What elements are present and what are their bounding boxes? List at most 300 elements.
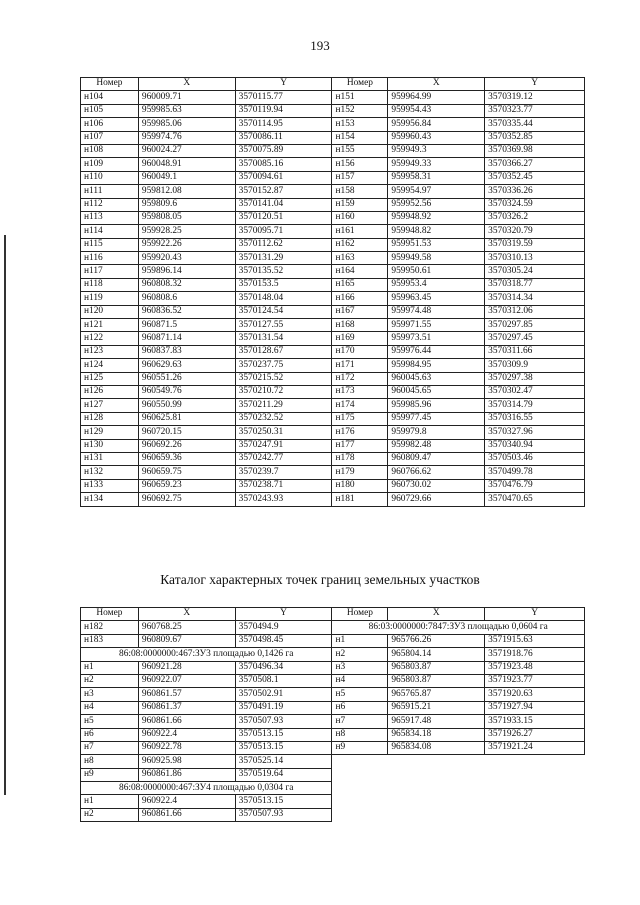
cell-point-number: н174 <box>332 399 388 412</box>
cell-coord-x: 959948.92 <box>388 211 485 224</box>
cell-coord-y: 3571915.63 <box>485 634 585 647</box>
cell-point-number: н131 <box>81 452 139 465</box>
table-row <box>81 171 585 184</box>
cell-coord-x: 959976.44 <box>388 345 485 358</box>
cell-point-number: н167 <box>332 305 388 318</box>
cell-point-number: н152 <box>332 104 388 117</box>
cell-coord-x: 959977.45 <box>388 412 485 425</box>
binding-margin-line <box>4 235 6 795</box>
cell-coord-x: 960729.66 <box>388 493 485 506</box>
cell-coord-x: 959964.99 <box>388 91 485 104</box>
cell-point-number: н118 <box>81 278 139 291</box>
cell-coord-x: 960922.78 <box>138 741 235 754</box>
cell-coord-y: 3570297.45 <box>485 332 585 345</box>
cell-point-number: н163 <box>332 252 388 265</box>
cell-coord-x: 959954.43 <box>388 104 485 117</box>
cell-coord-y: 3570352.45 <box>485 171 585 184</box>
table-row <box>81 634 585 647</box>
cell-coord-x: 959896.14 <box>138 265 235 278</box>
cell-point-number: н104 <box>81 91 139 104</box>
cell-coord-y: 3570498.45 <box>235 634 332 647</box>
cell-coord-x: 959920.43 <box>138 252 235 265</box>
cell-coord-y: 3570250.31 <box>235 426 332 439</box>
cell-coord-x: 959950.61 <box>388 265 485 278</box>
cell-coord-x: 960871.5 <box>138 319 235 332</box>
header-y: Y <box>235 78 332 91</box>
cell-coord-y: 3570311.66 <box>485 345 585 358</box>
cell-coord-x: 959973.51 <box>388 332 485 345</box>
table-row <box>81 158 585 171</box>
cell-coord-y: 3570476.79 <box>485 479 585 492</box>
cell-coord-y: 3570239.7 <box>235 466 332 479</box>
cell-coord-x: 959808.05 <box>138 211 235 224</box>
cell-point-number: н121 <box>81 319 139 332</box>
cell-coord-x: 960659.36 <box>138 452 235 465</box>
header-y: Y <box>485 78 585 91</box>
cell-point-number: н182 <box>81 621 139 634</box>
table-row <box>81 372 585 385</box>
coordinates-table-bottom <box>80 607 585 822</box>
cell-point-number: н177 <box>332 439 388 452</box>
header-y: Y <box>485 608 585 621</box>
cell-point-number: н109 <box>81 158 139 171</box>
cell-coord-x: 960659.75 <box>138 466 235 479</box>
cell-coord-x: 959985.96 <box>388 399 485 412</box>
coordinates-table-top <box>80 77 585 507</box>
table-row <box>81 479 585 492</box>
cell-coord-x: 959928.25 <box>138 225 235 238</box>
cell-coord-x: 959956.84 <box>388 118 485 131</box>
cell-coord-y: 3570305.24 <box>485 265 585 278</box>
table-row <box>81 808 585 821</box>
cell-coord-x: 959949.33 <box>388 158 485 171</box>
cell-coord-y: 3570323.77 <box>485 104 585 117</box>
cell-point-number: н115 <box>81 238 139 251</box>
cell-point-number: н125 <box>81 372 139 385</box>
cell-point-number: н9 <box>332 741 388 754</box>
table-row <box>81 144 585 157</box>
cell-coord-x: 959985.63 <box>138 104 235 117</box>
cell-coord-x: 960837.83 <box>138 345 235 358</box>
cell-point-number: н159 <box>332 198 388 211</box>
cell-point-number: н3 <box>332 661 388 674</box>
cell-point-number: н162 <box>332 238 388 251</box>
cell-coord-y: 3570324.59 <box>485 198 585 211</box>
cell-point-number: н154 <box>332 131 388 144</box>
cell-coord-x: 959971.55 <box>388 319 485 332</box>
cell-coord-y: 3570513.15 <box>235 741 332 754</box>
cell-coord-x: 965803.87 <box>388 661 485 674</box>
header-number: Номер <box>332 608 388 621</box>
cell-coord-y: 3570496.34 <box>235 661 332 674</box>
cell-coord-y: 3571926.27 <box>485 728 585 741</box>
cell-point-number: н127 <box>81 399 139 412</box>
cell-coord-y: 3570152.87 <box>235 185 332 198</box>
cell-coord-y: 3570119.94 <box>235 104 332 117</box>
cell-coord-y: 3570352.85 <box>485 131 585 144</box>
cell-coord-y: 3570302.47 <box>485 385 585 398</box>
cell-point-number: н113 <box>81 211 139 224</box>
cell-coord-y: 3570148.04 <box>235 292 332 305</box>
cell-coord-x: 960045.63 <box>388 372 485 385</box>
cell-point-number: н8 <box>332 728 388 741</box>
cell-coord-x: 965765.87 <box>388 688 485 701</box>
cell-coord-x: 965803.87 <box>388 674 485 687</box>
cell-coord-y: 3570297.85 <box>485 319 585 332</box>
cell-coord-y: 3570310.13 <box>485 252 585 265</box>
table-row <box>81 104 585 117</box>
empty-cell <box>485 755 585 768</box>
cell-coord-y: 3570114.95 <box>235 118 332 131</box>
cell-point-number: н108 <box>81 144 139 157</box>
cell-coord-x: 959951.53 <box>388 238 485 251</box>
table-row <box>81 118 585 131</box>
cell-point-number: н2 <box>332 648 388 661</box>
cell-point-number: н110 <box>81 171 139 184</box>
cell-coord-y: 3571918.76 <box>485 648 585 661</box>
cell-coord-y: 3570124.54 <box>235 305 332 318</box>
cell-coord-y: 3570094.61 <box>235 171 332 184</box>
cell-coord-y: 3571923.77 <box>485 674 585 687</box>
cell-coord-y: 3570247.91 <box>235 439 332 452</box>
cell-coord-x: 960692.75 <box>138 493 235 506</box>
cell-point-number: н8 <box>81 755 139 768</box>
cell-coord-y: 3570314.34 <box>485 292 585 305</box>
empty-cell <box>485 808 585 821</box>
cell-coord-y: 3570508.1 <box>235 674 332 687</box>
cell-coord-x: 965915.21 <box>388 701 485 714</box>
header-x: X <box>138 78 235 91</box>
cell-coord-x: 959982.48 <box>388 439 485 452</box>
header-x: X <box>388 78 485 91</box>
cell-point-number: н116 <box>81 252 139 265</box>
cell-coord-y: 3570115.77 <box>235 91 332 104</box>
empty-cell <box>388 782 485 795</box>
cell-point-number: н168 <box>332 319 388 332</box>
cell-coord-y: 3570319.12 <box>485 91 585 104</box>
table-row <box>81 332 585 345</box>
cell-point-number: н151 <box>332 91 388 104</box>
cell-point-number: н181 <box>332 493 388 506</box>
table-row <box>81 131 585 144</box>
cell-coord-y: 3570238.71 <box>235 479 332 492</box>
cell-coord-y: 3571933.15 <box>485 715 585 728</box>
cell-coord-x: 960629.63 <box>138 359 235 372</box>
table-row <box>81 701 585 714</box>
cell-coord-y: 3570336.26 <box>485 185 585 198</box>
cell-coord-x: 965834.08 <box>388 741 485 754</box>
cell-point-number: н126 <box>81 385 139 398</box>
cell-point-number: н4 <box>332 674 388 687</box>
cell-coord-y: 3571927.94 <box>485 701 585 714</box>
table-row <box>81 91 585 104</box>
cell-coord-x: 959949.3 <box>388 144 485 157</box>
cell-coord-x: 960836.52 <box>138 305 235 318</box>
cell-point-number: н2 <box>81 808 139 821</box>
cell-point-number: н173 <box>332 385 388 398</box>
cell-point-number: н171 <box>332 359 388 372</box>
cell-coord-y: 3570318.77 <box>485 278 585 291</box>
cell-point-number: н166 <box>332 292 388 305</box>
cell-coord-y: 3570215.52 <box>235 372 332 385</box>
cell-point-number: н117 <box>81 265 139 278</box>
cell-coord-x: 960551.26 <box>138 372 235 385</box>
empty-cell <box>332 768 388 781</box>
cell-point-number: н161 <box>332 225 388 238</box>
cell-coord-x: 959922.26 <box>138 238 235 251</box>
cell-coord-x: 960045.65 <box>388 385 485 398</box>
cell-coord-x: 965834.18 <box>388 728 485 741</box>
cell-coord-x: 960861.57 <box>138 688 235 701</box>
cell-coord-x: 960766.62 <box>388 466 485 479</box>
cell-coord-y: 3570525.14 <box>235 755 332 768</box>
cell-coord-x: 960049.1 <box>138 171 235 184</box>
table-row <box>81 755 585 768</box>
cell-coord-y: 3570086.11 <box>235 131 332 144</box>
cell-point-number: н111 <box>81 185 139 198</box>
table-row <box>81 741 585 754</box>
empty-cell <box>388 808 485 821</box>
table-row <box>81 185 585 198</box>
cell-point-number: н9 <box>81 768 139 781</box>
table-row <box>81 674 585 687</box>
cell-point-number: н183 <box>81 634 139 647</box>
table-row <box>81 621 585 634</box>
table-row <box>81 305 585 318</box>
table-row <box>81 452 585 465</box>
cell-coord-x: 960625.81 <box>138 412 235 425</box>
cell-coord-y: 3570085.16 <box>235 158 332 171</box>
header-number: Номер <box>81 78 139 91</box>
cell-coord-y: 3570366.27 <box>485 158 585 171</box>
cell-coord-y: 3570340.94 <box>485 439 585 452</box>
cell-point-number: н160 <box>332 211 388 224</box>
header-x: X <box>138 608 235 621</box>
cell-point-number: н1 <box>332 634 388 647</box>
cell-coord-x: 960922.4 <box>138 795 235 808</box>
cell-coord-x: 960009.71 <box>138 91 235 104</box>
cell-coord-x: 960808.6 <box>138 292 235 305</box>
header-number: Номер <box>332 78 388 91</box>
cell-coord-y: 3570237.75 <box>235 359 332 372</box>
table-row <box>81 493 585 506</box>
cell-coord-x: 960861.66 <box>138 808 235 821</box>
cell-coord-y: 3570499.78 <box>485 466 585 479</box>
cell-point-number: н179 <box>332 466 388 479</box>
table-row <box>81 715 585 728</box>
cell-coord-x: 959809.6 <box>138 198 235 211</box>
section-label: 86:03:0000000:7847:ЗУ3 площадью 0,0604 га <box>332 621 585 634</box>
cell-point-number: н112 <box>81 198 139 211</box>
cell-coord-x: 960048.91 <box>138 158 235 171</box>
table-row <box>81 278 585 291</box>
empty-cell <box>332 755 388 768</box>
cell-coord-x: 960550.99 <box>138 399 235 412</box>
cell-coord-x: 965766.26 <box>388 634 485 647</box>
table-row <box>81 252 585 265</box>
cell-point-number: н134 <box>81 493 139 506</box>
cell-coord-y: 3570320.79 <box>485 225 585 238</box>
table-row <box>81 385 585 398</box>
cell-point-number: н169 <box>332 332 388 345</box>
cell-point-number: н6 <box>81 728 139 741</box>
table-row <box>81 648 585 661</box>
empty-cell <box>485 768 585 781</box>
cell-coord-y: 3570153.5 <box>235 278 332 291</box>
catalog-title: Каталог характерных точек границ земельных участков <box>160 572 480 587</box>
cell-coord-x: 960925.98 <box>138 755 235 768</box>
cell-point-number: н130 <box>81 439 139 452</box>
cell-coord-y: 3570309.9 <box>485 359 585 372</box>
cell-coord-y: 3570242.77 <box>235 452 332 465</box>
cell-coord-x: 960871.14 <box>138 332 235 345</box>
cell-point-number: н124 <box>81 359 139 372</box>
table-row <box>81 661 585 674</box>
cell-coord-x: 959963.45 <box>388 292 485 305</box>
cell-point-number: н129 <box>81 426 139 439</box>
cell-coord-y: 3570075.89 <box>235 144 332 157</box>
cell-coord-x: 960809.67 <box>138 634 235 647</box>
table-row <box>81 768 585 781</box>
cell-coord-y: 3570312.06 <box>485 305 585 318</box>
cell-point-number: н156 <box>332 158 388 171</box>
header-number: Номер <box>81 608 139 621</box>
cell-coord-x: 959812.08 <box>138 185 235 198</box>
cell-point-number: н1 <box>81 661 139 674</box>
table-row <box>81 728 585 741</box>
cell-coord-x: 959974.48 <box>388 305 485 318</box>
cell-coord-y: 3570243.93 <box>235 493 332 506</box>
table-row <box>81 225 585 238</box>
cell-point-number: н172 <box>332 372 388 385</box>
cell-point-number: н175 <box>332 412 388 425</box>
cell-coord-x: 959954.97 <box>388 185 485 198</box>
cell-point-number: н6 <box>332 701 388 714</box>
cell-coord-y: 3570327.96 <box>485 426 585 439</box>
cell-coord-x: 965917.48 <box>388 715 485 728</box>
cell-coord-x: 960692.26 <box>138 439 235 452</box>
cell-point-number: н120 <box>81 305 139 318</box>
cell-coord-y: 3570494.9 <box>235 621 332 634</box>
cell-coord-y: 3570335.44 <box>485 118 585 131</box>
cell-coord-y: 3570513.15 <box>235 795 332 808</box>
cell-point-number: н128 <box>81 412 139 425</box>
cell-coord-y: 3570135.52 <box>235 265 332 278</box>
cell-coord-x: 959952.56 <box>388 198 485 211</box>
table-header-row <box>81 78 585 91</box>
page-number: 193 <box>310 38 330 53</box>
section-label: 86:08:0000000:467:ЗУ3 площадью 0,1426 га <box>81 648 332 661</box>
table-row <box>81 688 585 701</box>
cell-coord-x: 960808.32 <box>138 278 235 291</box>
table-row <box>81 782 585 795</box>
cell-coord-y: 3570369.98 <box>485 144 585 157</box>
cell-point-number: н170 <box>332 345 388 358</box>
cell-coord-y: 3570507.93 <box>235 808 332 821</box>
empty-cell <box>332 795 388 808</box>
cell-coord-x: 960549.76 <box>138 385 235 398</box>
cell-coord-y: 3570319.59 <box>485 238 585 251</box>
table-row <box>81 211 585 224</box>
cell-coord-x: 960861.66 <box>138 715 235 728</box>
cell-coord-y: 3570502.91 <box>235 688 332 701</box>
cell-point-number: н105 <box>81 104 139 117</box>
cell-coord-x: 960922.4 <box>138 728 235 741</box>
cell-point-number: н119 <box>81 292 139 305</box>
table-row <box>81 359 585 372</box>
cell-coord-y: 3570326.2 <box>485 211 585 224</box>
cell-coord-y: 3570131.29 <box>235 252 332 265</box>
cell-point-number: н122 <box>81 332 139 345</box>
cell-coord-x: 959953.4 <box>388 278 485 291</box>
cell-point-number: н7 <box>81 741 139 754</box>
table-row <box>81 265 585 278</box>
cell-coord-y: 3570503.46 <box>485 452 585 465</box>
cell-coord-y: 3570519.64 <box>235 768 332 781</box>
cell-coord-x: 959985.06 <box>138 118 235 131</box>
cell-coord-y: 3570128.67 <box>235 345 332 358</box>
cell-coord-y: 3570095.71 <box>235 225 332 238</box>
table-row <box>81 466 585 479</box>
cell-coord-x: 959984.95 <box>388 359 485 372</box>
empty-cell <box>485 795 585 808</box>
cell-point-number: н155 <box>332 144 388 157</box>
cell-coord-x: 960861.86 <box>138 768 235 781</box>
table-row <box>81 439 585 452</box>
table-header-row <box>81 608 585 621</box>
coordinates-table-top-body <box>81 91 585 506</box>
table-row <box>81 198 585 211</box>
cell-point-number: н3 <box>81 688 139 701</box>
cell-point-number: н132 <box>81 466 139 479</box>
table-row <box>81 238 585 251</box>
cell-point-number: н107 <box>81 131 139 144</box>
cell-coord-x: 965804.14 <box>388 648 485 661</box>
section-label: 86:08:0000000:467:ЗУ4 площадью 0,0304 га <box>81 782 332 795</box>
table-row <box>81 319 585 332</box>
cell-coord-x: 960922.07 <box>138 674 235 687</box>
cell-coord-x: 959979.8 <box>388 426 485 439</box>
table-row <box>81 399 585 412</box>
cell-point-number: н157 <box>332 171 388 184</box>
cell-coord-y: 3570141.04 <box>235 198 332 211</box>
cell-coord-y: 3570232.52 <box>235 412 332 425</box>
empty-cell <box>388 795 485 808</box>
coordinates-table-bottom-body <box>81 621 585 822</box>
cell-point-number: н164 <box>332 265 388 278</box>
cell-coord-y: 3571923.48 <box>485 661 585 674</box>
cell-coord-x: 959949.58 <box>388 252 485 265</box>
table-row <box>81 795 585 808</box>
cell-coord-x: 959974.76 <box>138 131 235 144</box>
cell-coord-y: 3570127.55 <box>235 319 332 332</box>
cell-point-number: н5 <box>332 688 388 701</box>
cell-point-number: н123 <box>81 345 139 358</box>
cell-coord-x: 959960.43 <box>388 131 485 144</box>
cell-coord-y: 3570491.19 <box>235 701 332 714</box>
empty-cell <box>485 782 585 795</box>
cell-point-number: н180 <box>332 479 388 492</box>
cell-coord-y: 3570513.15 <box>235 728 332 741</box>
empty-cell <box>388 768 485 781</box>
cell-point-number: н178 <box>332 452 388 465</box>
cell-point-number: н4 <box>81 701 139 714</box>
cell-coord-y: 3571920.63 <box>485 688 585 701</box>
empty-cell <box>332 808 388 821</box>
cell-coord-x: 959958.31 <box>388 171 485 184</box>
empty-cell <box>388 755 485 768</box>
cell-coord-y: 3570211.29 <box>235 399 332 412</box>
